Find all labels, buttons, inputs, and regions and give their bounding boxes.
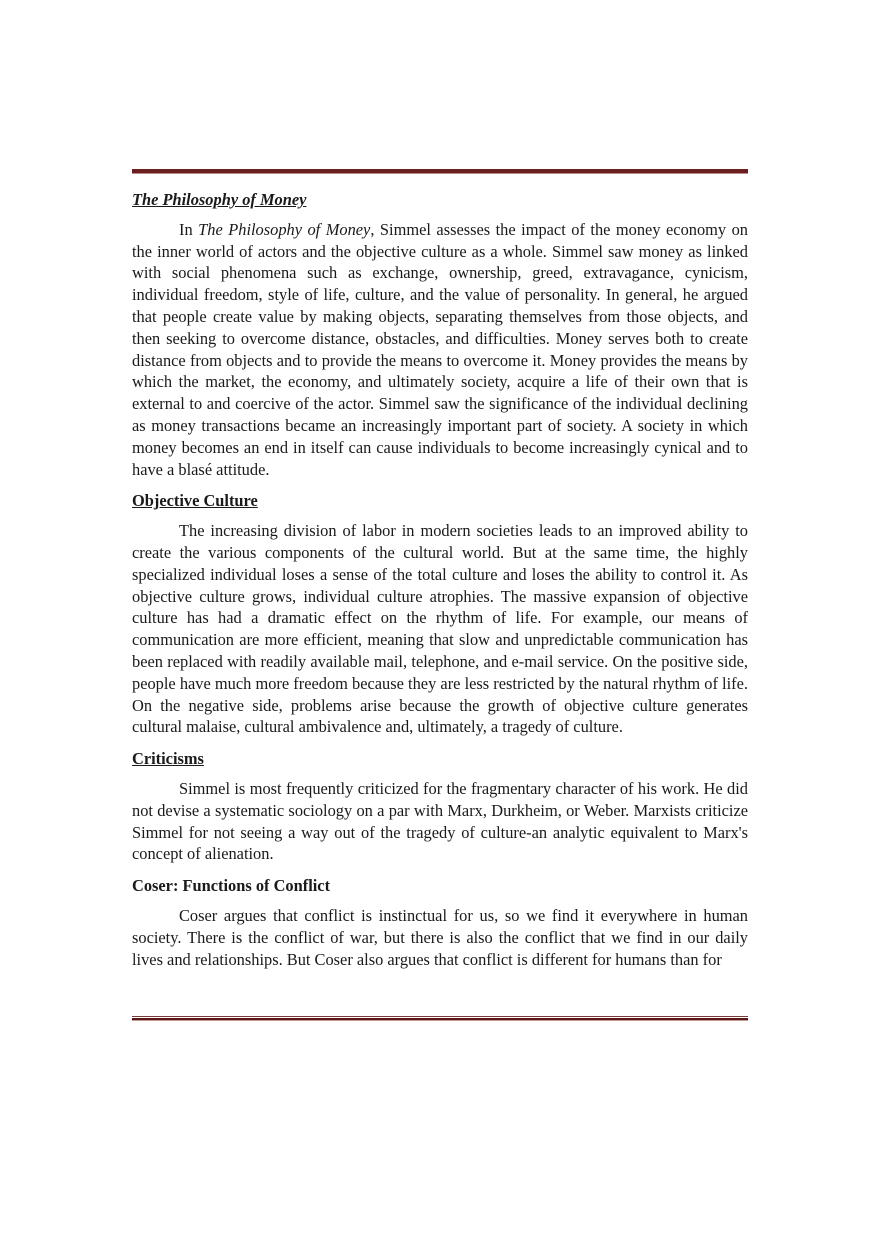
section-heading-objective-culture: Objective Culture [132, 491, 258, 511]
book-title: The Philosophy of Money [198, 219, 371, 239]
text: In [179, 219, 199, 239]
footer-rule [132, 1016, 748, 1021]
header-rule [132, 169, 748, 174]
paragraph-objective-culture: The increasing division of labor in modern societies leads to an improved ability to create the various components of the cultural world. But at the same time, the highly specialized individual loses a sense of the total culture and loses the ability to control it. As objective culture grows, individual culture atrophies. The massive expansion of objective culture has had a dramatic effect on the rhythm of life. For example, our means of communication are more efficient, meaning that slow and unpredictable communication has been replaced with readily available mail, telephone, and e-mail service. On the positive side, people have much more freedom because they are less restricted by the natural rhythm of life. On the negative side, problems arise because the growth of objective culture generates cultural malaise, cultural ambivalence and, ultimately, a tragedy of culture. [132, 521, 748, 737]
paragraph-criticisms: Simmel is most frequently criticized for the fragmentary character of his work. He did not devise a systematic sociology on a par with Marx, Durkheim, or Weber. Marxists criticize Simmel for not seeing a way out of the tragedy of culture-an analytic equivalent to Marx's concept of alienation. [132, 778, 748, 864]
page-body [132, 189, 748, 980]
section-heading-coser: Coser: Functions of Conflict [132, 876, 331, 896]
text: , Simmel assesses the impact of the money economy on the inner world of actors and the objective culture as a whole. Simmel saw money as linked with social phenomena such as exchange, ownership, greed, extravagance, cynicism, individual freedom, style of life, culture, and the value of personality. In general, he argued that people create value by making objects, separating themselves from those objects, and then seeking to overcome distance, obstacles, and difficulties. Money serves both to create distance from objects and to provide the means to overcome it. Money provides the means by which the market, the economy, and ultimately society, acquire a life of their own that is external to and coercive of the actor. Simmel saw the significance of the individual declining as money transactions became an increasingly important part of society. A society in which money becomes an end in itself can cause individuals to become increasingly cynical and to have a blasé attitude. [132, 219, 748, 479]
paragraph-coser: Coser argues that conflict is instinctual for us, so we find it everywhere in human society. There is the conflict of war, but there is also the conflict that we find in our daily lives and relationships. But Coser also argues that conflict is different for humans than for [132, 905, 748, 969]
paragraph-philosophy-of-money [132, 219, 748, 481]
section-heading-criticisms: Criticisms [132, 749, 204, 769]
section-heading-philosophy-of-money: The Philosophy of Money [132, 190, 307, 209]
